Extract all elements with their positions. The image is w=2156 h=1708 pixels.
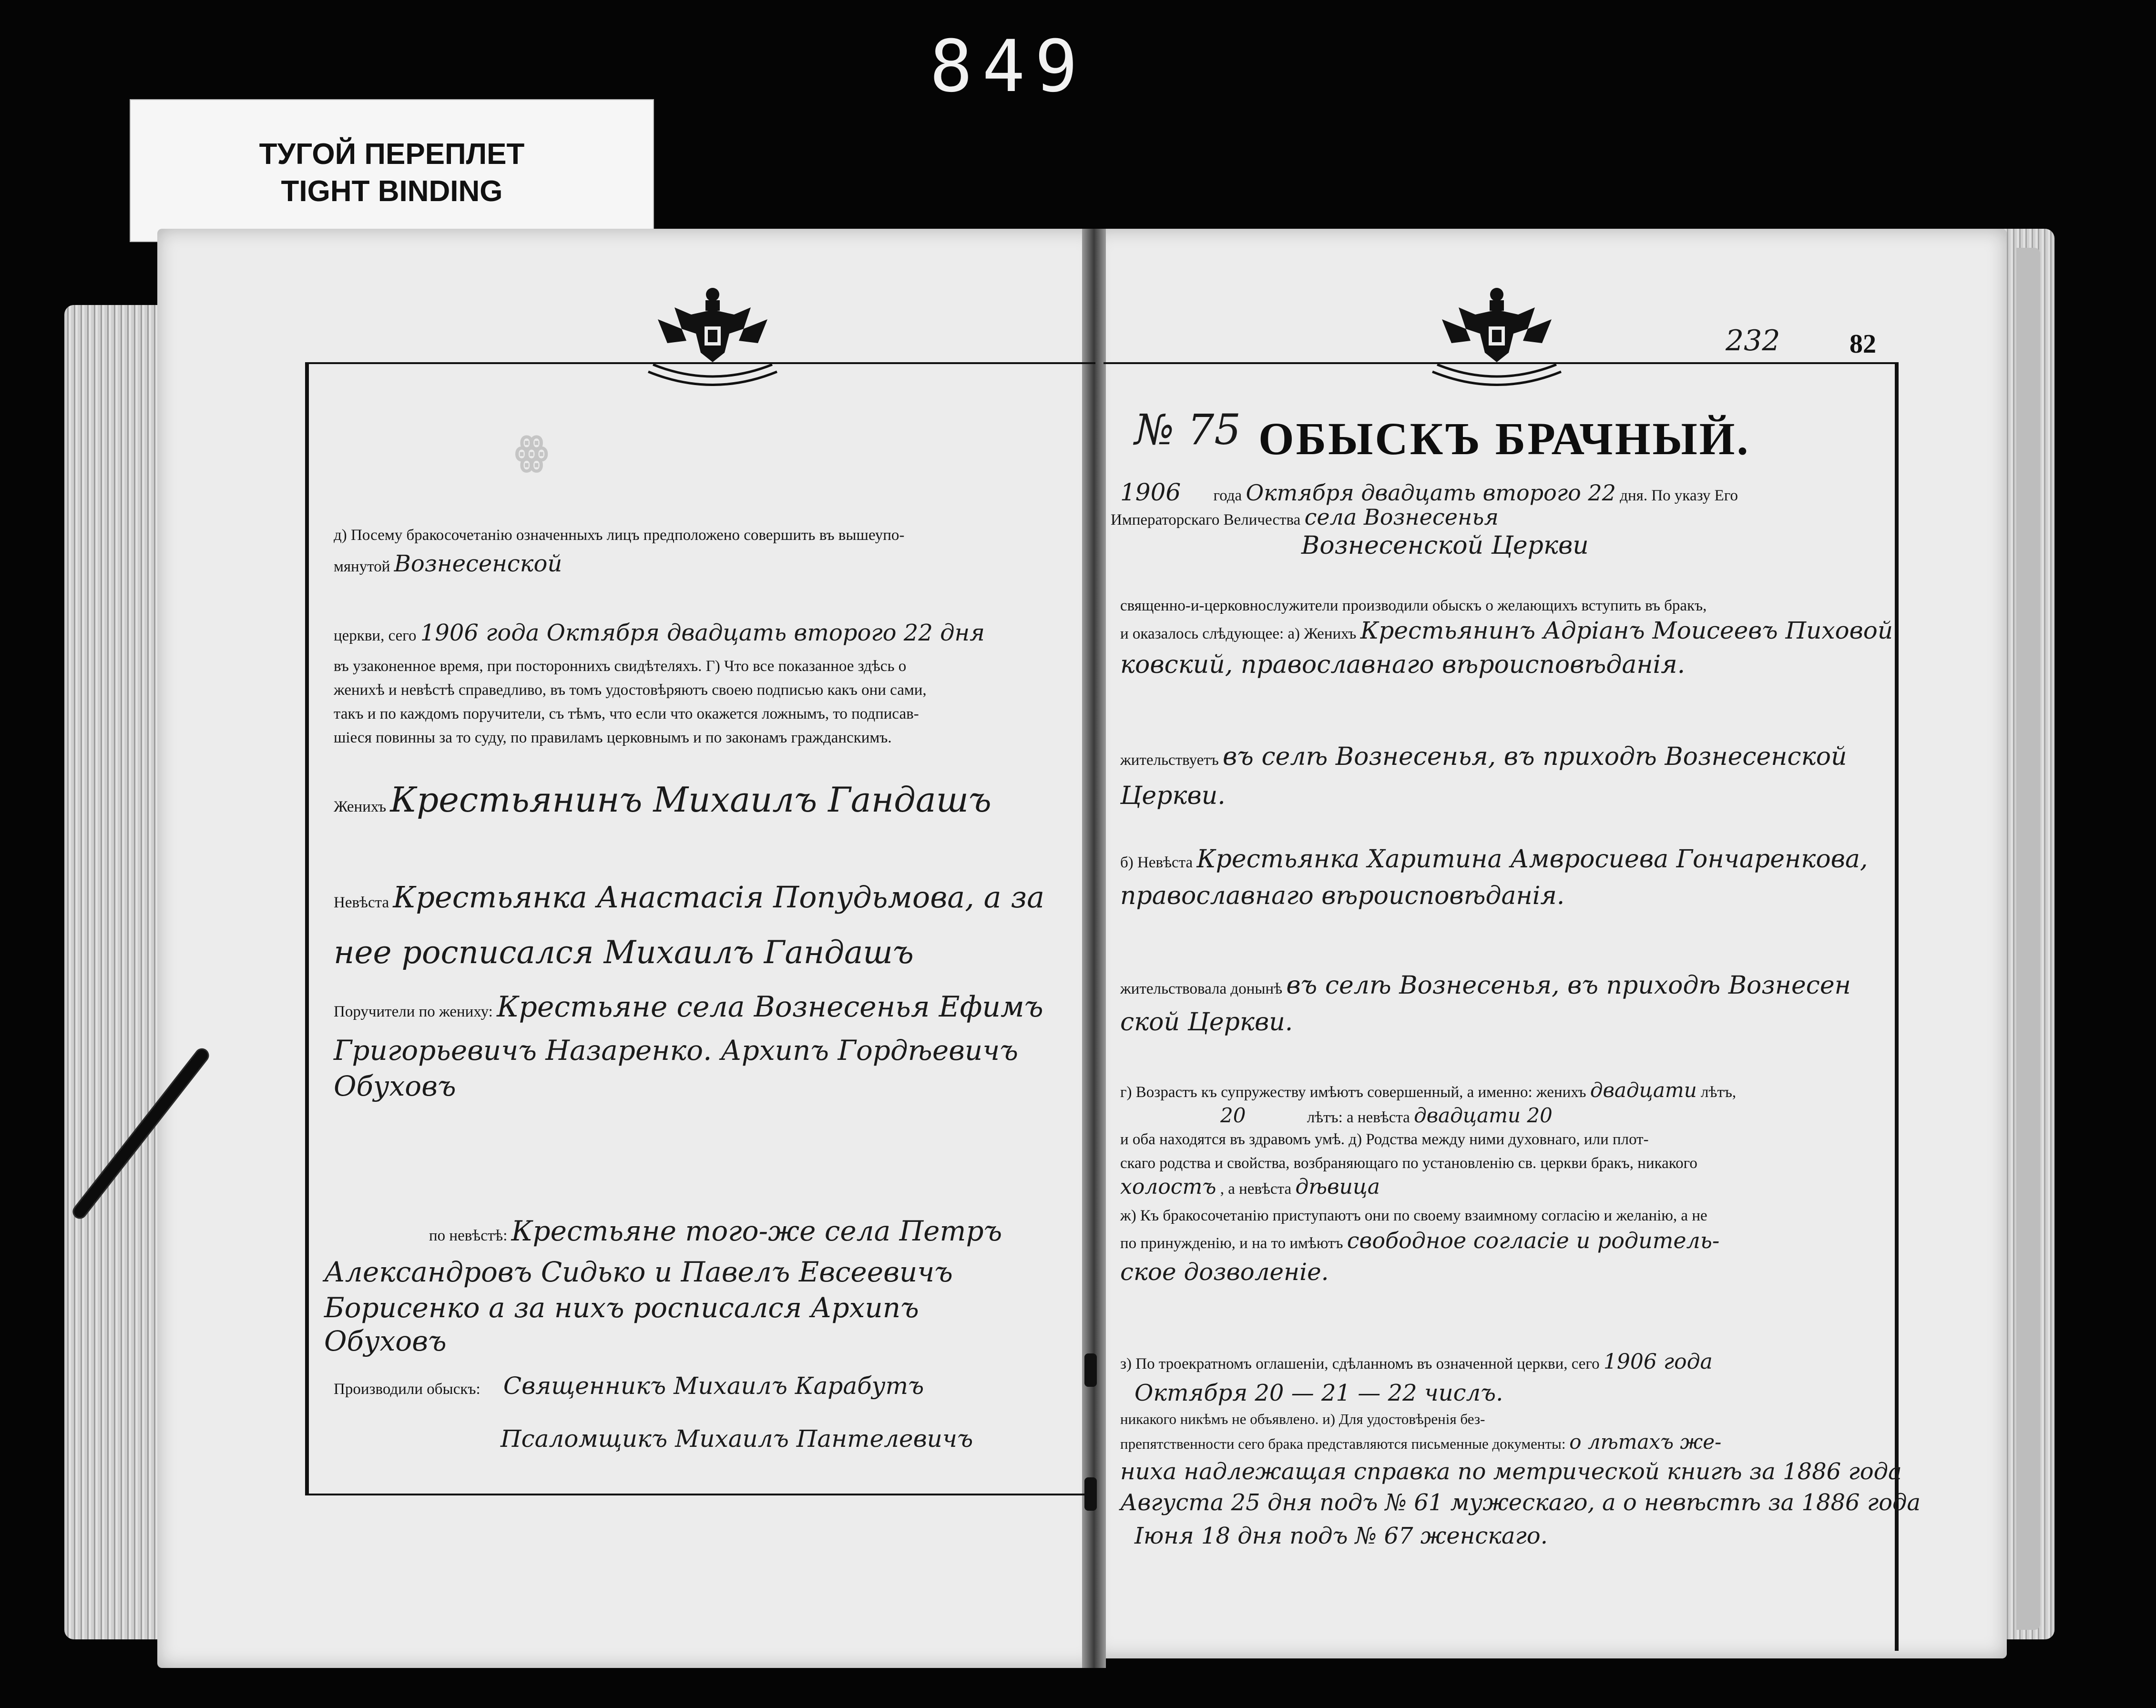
right-bride-residence-line1: [1120, 971, 1851, 1000]
right-intro-line1: [1120, 478, 1738, 507]
right-age5-hand: холостъ: [1120, 1175, 1216, 1199]
page-number-82: 82: [1849, 329, 1876, 359]
right-age-line3: и оба находятся въ здравомъ умѣ. д) Родства между ними духовнаго, или плот-: [1120, 1131, 1649, 1148]
left-guarantors-bride-line1: [429, 1215, 1002, 1247]
left-church-hand: 1906 года Октября двадцать второго 22 дня: [420, 620, 985, 646]
left-conducted-label: Производили обыскъ:: [334, 1381, 480, 1398]
right-age2-hand-a: 20: [1220, 1104, 1246, 1127]
left-church-printed: церкви, сего: [334, 627, 417, 644]
binding-clip-lower: [1084, 1477, 1097, 1511]
right-age1-hand: двадцати: [1590, 1078, 1697, 1102]
right-year-hand: 1906: [1120, 478, 1181, 506]
right-age-line1: [1120, 1079, 1736, 1103]
left-guarantors-bride-hand4: Обуховъ: [324, 1325, 447, 1357]
left-clause-d-printed: мянутой: [334, 558, 390, 575]
right-docs1-hand: ниха надлежащая справка по метрической книгѣ за 1886 года: [1120, 1458, 1902, 1485]
right-banns1-printed: з) По троекратномъ оглашеніи, сдѣланномъ въ означенной церкви, сего: [1120, 1355, 1600, 1372]
right-fore-edge-tab: [2016, 248, 2040, 1630]
right-intro-line2: [1111, 506, 1499, 531]
right-banns3-hand: о лѣтахъ же-: [1569, 1430, 1722, 1454]
right-banns3-printed: препятственности сего брака представляются письменные документы:: [1120, 1435, 1566, 1452]
left-guarantors-groom-hand3: Обуховъ: [334, 1070, 456, 1102]
left-bride-hand2: нее росписался Михаилъ Гандашъ: [334, 934, 914, 971]
right-bride-line1: [1120, 845, 1868, 874]
left-guarantors-bride-hand3: Борисенко а за нихъ росписался Архипъ: [324, 1291, 919, 1324]
left-groom-line: [334, 780, 991, 820]
right-docs2-hand: Августа 25 дня подъ № 61 мужескаго, а о невѣстѣ за 1886 года: [1120, 1489, 1921, 1516]
right-intro1-hand: Октября двадцать второго 22: [1246, 480, 1616, 506]
right-intro2-printed: Императорскаго Величества: [1111, 511, 1301, 529]
right-groom-res-label: жительствуетъ: [1120, 752, 1219, 769]
right-age5-mid: , а невѣста: [1220, 1180, 1292, 1198]
right-consent3-hand: ское дозволеніе.: [1120, 1258, 1329, 1286]
right-consent-line2: [1120, 1230, 1719, 1254]
left-oath-line2: женихѣ и невѣстѣ справедливо, въ томъ удостовѣряютъ своею подписью какъ они сами,: [334, 681, 927, 699]
right-bride-label: б) Невѣста: [1120, 854, 1193, 871]
left-guarantors-bride-hand2: Александровъ Сидько и Павелъ Евсеевичъ: [324, 1256, 953, 1288]
left-guarantors-groom-line1: [334, 990, 1043, 1024]
right-age2-hand-b: двадцати 20: [1414, 1104, 1553, 1127]
left-oath-line4: шіеся повинны за то суду, по правиламъ церковнымъ и по законамъ гражданскимъ.: [334, 729, 892, 746]
right-age-line2: [1220, 1105, 1553, 1128]
right-groom-residence-line1: [1120, 742, 1847, 771]
left-oath-line1: въ узаконенное время, при постороннихъ свидѣтеляхъ. Г) Что все показанное здѣсь о: [334, 658, 907, 675]
left-guarantors-groom-label: Поручители по жениху:: [334, 1003, 493, 1020]
left-groom-label: Женихъ: [334, 798, 387, 815]
left-conducted-hand1: Священникъ Михаилъ Карабутъ: [503, 1372, 924, 1400]
right-bride-res-hand2: ской Церкви.: [1120, 1008, 1293, 1037]
right-age-line5: [1120, 1176, 1380, 1200]
binding-label-russian: ТУГОЙ ПЕРЕПЛЕТ: [259, 138, 525, 171]
folio-number-top: 849: [930, 25, 1087, 108]
left-church-line: [334, 622, 985, 647]
right-intro2-hand: села Вознесенья: [1304, 504, 1499, 530]
right-bride-res-label: жительствовала донынѣ: [1120, 980, 1283, 997]
right-clergy2-printed: и оказалось слѣдующее: а) Женихъ: [1120, 625, 1357, 642]
right-intro1-printed: года: [1213, 487, 1242, 504]
left-bride-label: Невѣста: [334, 894, 389, 911]
right-age5-hand2: дѣвица: [1295, 1175, 1380, 1199]
left-bride-line1: [334, 880, 1045, 915]
bleed-through-ghost: ꙮ: [515, 431, 552, 473]
left-oath-line3: такъ и по каждомъ поручители, съ тѣмъ, что если что окажется ложнымъ, то подписав-: [334, 705, 919, 722]
right-age2-mid: лѣтъ: а невѣста: [1307, 1109, 1410, 1126]
left-conducted-hand2: Псаломщикъ Михаилъ Пантелевичъ: [501, 1425, 973, 1453]
right-clergy-line2: [1120, 617, 1893, 645]
imperial-eagle-emblem-right: [1413, 281, 1580, 386]
right-intro1-tail: дня. По указу Его: [1620, 487, 1738, 504]
right-clergy-line1: священно-и-церковнослужители производили обыскъ о желающихъ вступить въ бракъ,: [1120, 597, 1707, 614]
right-age1-tail: лѣтъ,: [1701, 1084, 1737, 1101]
right-groom-res-hand2: Церкви.: [1120, 782, 1226, 810]
right-banns1-hand: 1906 года: [1603, 1350, 1713, 1374]
binding-label-card: [130, 99, 654, 242]
imperial-eagle-emblem-left: [629, 281, 796, 386]
left-guarantors-bride-hand1: Крестьяне того-же села Петръ: [511, 1215, 1002, 1247]
left-groom-hand: Крестьянинъ Михаилъ Гандашъ: [390, 780, 991, 820]
right-banns-line3: [1120, 1431, 1721, 1455]
binding-clip-upper: [1084, 1353, 1097, 1387]
right-docs3-hand: Іюня 18 дня подъ № 67 женскаго.: [1134, 1523, 1548, 1549]
right-banns-line2-tail: никакого никѣмъ не объявлено. и) Для удостовѣренія без-: [1120, 1411, 1485, 1427]
right-age1-printed: г) Возрастъ къ супружеству имѣютъ совершенный, а именно: женихъ: [1120, 1084, 1586, 1101]
left-clause-d-line2: [334, 550, 562, 578]
right-groom-res-hand1: въ селѣ Вознесенья, въ приходѣ Вознесенской: [1223, 742, 1847, 771]
left-guarantors-groom-hand2: Григорьевичъ Назаренко. Архипъ Гордѣевичъ: [334, 1034, 1019, 1067]
right-intro3-hand: Вознесенской Церкви: [1301, 531, 1589, 560]
right-banns-line1: [1120, 1351, 1713, 1375]
right-bride-res-hand1: въ селѣ Вознесенья, въ приходѣ Вознесен: [1286, 971, 1851, 1000]
right-groom-hand1: Крестьянинъ Адріанъ Моисеевъ Пиховой: [1360, 617, 1893, 644]
right-consent2-printed: по принужденію, и на то имѣютъ: [1120, 1235, 1343, 1252]
left-guarantors-groom-hand1: Крестьяне села Вознесенья Ефимъ: [497, 990, 1043, 1024]
binding-label-english: TIGHT BINDING: [281, 175, 503, 208]
left-clause-d-hand: Вознесенской: [394, 550, 562, 577]
document-title: ОБЫСКЪ БРАЧНЫЙ.: [1258, 413, 1750, 464]
right-age-line4: скаго родства и свойства, возбраняющаго по установленію св. церкви бракъ, никакого: [1120, 1155, 1697, 1172]
right-bride-hand2: православнаго вѣроисповѣданія.: [1120, 882, 1565, 910]
right-consent2-hand: свободное согласіе и родитель-: [1347, 1228, 1720, 1253]
right-bride-hand1: Крестьянка Харитина Амвросиева Гончаренкова,: [1196, 845, 1868, 874]
left-clause-d-line1: д) Посему бракосочетанію означенныхъ лицъ предположено совершить въ вышеупо-: [334, 527, 905, 544]
archival-number-hand: 232: [1726, 324, 1780, 357]
right-consent-line1: ж) Къ бракосочетанію приступаютъ они по своему взаимному согласію и желанію, а не: [1120, 1207, 1707, 1224]
left-bride-hand1: Крестьянка Анастасія Попудьмова, а за: [393, 880, 1045, 915]
left-conducted-line1: [334, 1372, 924, 1400]
right-banns2-hand: Октября 20 — 21 — 22 числъ.: [1134, 1380, 1503, 1406]
left-guarantors-bride-label: по невѣстѣ:: [429, 1227, 508, 1244]
right-groom-hand2: ковский, православнаго вѣроисповѣданія.: [1120, 651, 1686, 679]
record-number-hand: № 75: [1134, 405, 1241, 454]
